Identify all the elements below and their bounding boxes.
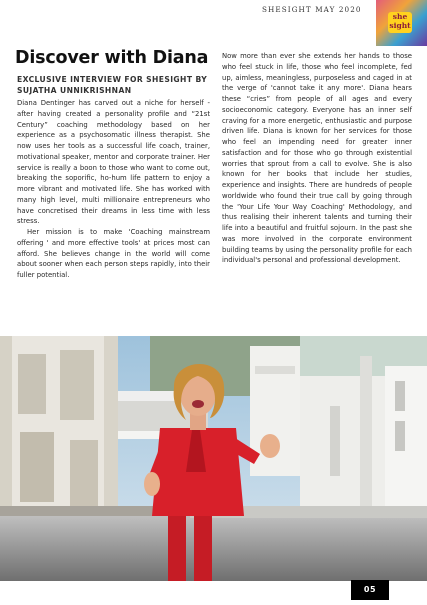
page-number: 05 — [351, 580, 389, 600]
article-column-right — [222, 51, 412, 266]
article-paragraph: Diana Dentinger has carved out a niche for herself -after having created a personality profile and “21st Century” coaching methodology based on her experience as a psychosomatic illness therapist. She now uses her tools as a successful life coach, trainer, motivational speaker, mentor and corporate trainer. Her service is really a boon to those who want to come out, breaking the soporific, ho-hum life pattern to enjoy a more vibrant and motivated life. She has worked with many high level, multi millionaire entrepreneurs who have concretised their dreams in less time with less stress. — [17, 99, 210, 226]
article-title: Discover with Diana — [15, 48, 209, 68]
article-photo — [0, 336, 427, 581]
masthead: SHESIGHT MAY 2020 — [262, 5, 362, 14]
article-paragraph: Now more than ever she extends her hands to those who feel stuck in life, those who feel incomplete, fed up, aimless, meaningless, purposeless and caged in at the verge of 'cannot take it any more'. Diana hears these “cries” from people of all ages and every socioeconomic category. Everyone has an inner self craving for a more energetic, enthusiastic and purpose driven life. Diana is known for her services for those who feel an impending need for greater inner satisfaction and for those who go through existential worries that sprout from a call to evolve. She is also known for her books that include her studies, experience and insights. There are hundreds of people worldwide who found their true call by going through the 'Your Life Your Way Coaching' Methodology, and thus realising their inherent talents and turning their life into a beautiful and fruitful sojourn. In the past she was more involved in the corporate environment building teams by using the personality profile for each individual's personal and professional development. — [222, 52, 412, 265]
logo-text-she: she — [392, 12, 408, 21]
article-paragraph: Her mission is to make 'Coaching mainstream offering ' and more effective tools' at prices most can afford. She believes change in the world will come about sooner when each person steps rapidly, into their fuller potential. — [17, 228, 210, 279]
article-subtitle: EXCLUSIVE INTERVIEW FOR SHESIGHT BY SUJATHA UNNIKRISHNAN — [17, 75, 208, 95]
article-column-left — [17, 98, 210, 281]
logo-text-sight: sight — [389, 21, 411, 30]
shesight-logo — [376, 0, 427, 46]
